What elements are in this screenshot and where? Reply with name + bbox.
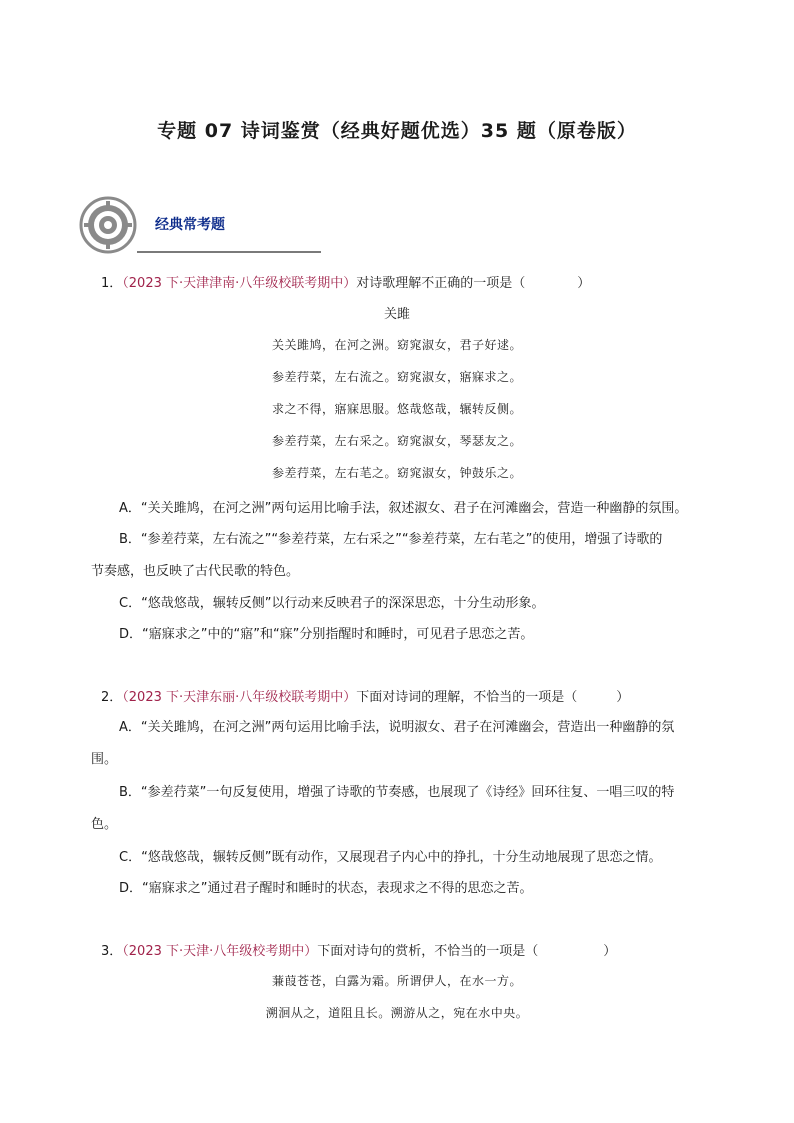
poem-line: 参差荇菜，左右采之。窈窕淑女，琴瑟友之。 — [271, 434, 522, 448]
option-c: C．“悠哉悠哉，辗转反侧”以行动来反映君子的深深思恋，十分生动形象。 — [119, 596, 545, 611]
question-number: 3． — [101, 944, 123, 959]
option-d: D．“寤寐求之”通过君子醒时和睡时的状态，表现求之不得的思恋之苦。 — [119, 881, 533, 896]
poem-line: 参差荇菜，左右流之。窈窕淑女，寤寐求之。 — [271, 370, 522, 384]
poem-line: 参差荇菜，左右芼之。窈窕淑女，钟鼓乐之。 — [271, 466, 522, 480]
question-source: （2023 下·天津·八年级校考期中） — [122, 944, 318, 959]
poem-line: 溯洄从之，道阻且长。溯游从之，宛在水中央。 — [265, 1006, 529, 1020]
document-title: 专题 07 诗词鉴赏（经典好题优选）35 题（原卷版） — [157, 120, 637, 142]
question-number: 2． — [101, 690, 123, 705]
option-b-continuation: 节奏感，也反映了古代民歌的特色。 — [91, 564, 300, 579]
option-a-continuation: 围。 — [91, 752, 118, 767]
option-c: C．“悠哉悠哉，辗转反侧”既有动作，又展现君子内心中的挣扎，十分生动地展现了思恋之情。 — [119, 850, 662, 865]
question-stem — [101, 686, 629, 705]
poem-line: 关关雎鸠，在河之洲。窈窕淑女，君子好逑。 — [271, 338, 522, 352]
question-text: 下面对诗词的理解，不恰当的一项是（ ） — [356, 690, 630, 705]
option-b: B．“参差荇菜”一句反复使用，增强了诗歌的节奏感，也展现了《诗经》回环往复、一唱三叹的特 — [119, 785, 675, 800]
option-b-continuation: 色。 — [91, 817, 118, 832]
option-a: A．“关关雎鸠，在河之洲”两句运用比喻手法，说明淑女、君子在河滩幽会，营造出一种幽静的氛 — [119, 720, 675, 735]
question-text: 下面对诗句的赏析，不恰当的一项是（ ） — [317, 944, 617, 959]
target-icon — [79, 196, 137, 254]
question-stem — [101, 272, 590, 291]
question-text: 对诗歌理解不正确的一项是（ ） — [356, 276, 591, 291]
question-number: 1． — [101, 276, 123, 291]
question-stem — [101, 940, 616, 959]
option-a: A．“关关雎鸠，在河之洲”两句运用比喻手法，叙述淑女、君子在河滩幽会，营造一种幽静的氛围。 — [119, 501, 688, 516]
option-b: B．“参差荇菜，左右流之”“参差荇菜，左右采之”“参差荇菜，左右芼之”的使用，增强了诗歌的 — [119, 532, 663, 547]
question-source: （2023 下·天津东丽·八年级校联考期中） — [122, 690, 357, 705]
section-divider — [137, 251, 321, 253]
question-source: （2023 下·天津津南·八年级校联考期中） — [122, 276, 357, 291]
option-d: D．“寤寐求之”中的“寤”和“寐”分别指醒时和睡时，可见君子思恋之苦。 — [119, 627, 534, 642]
section-label: 经典常考题 — [155, 217, 225, 233]
poem-line: 蒹葭苍苍，白露为霜。所谓伊人，在水一方。 — [271, 974, 522, 988]
poem-title: 关雎 — [383, 307, 410, 322]
poem-line: 求之不得，寤寐思服。悠哉悠哉，辗转反侧。 — [271, 402, 522, 416]
section-header — [79, 196, 249, 256]
